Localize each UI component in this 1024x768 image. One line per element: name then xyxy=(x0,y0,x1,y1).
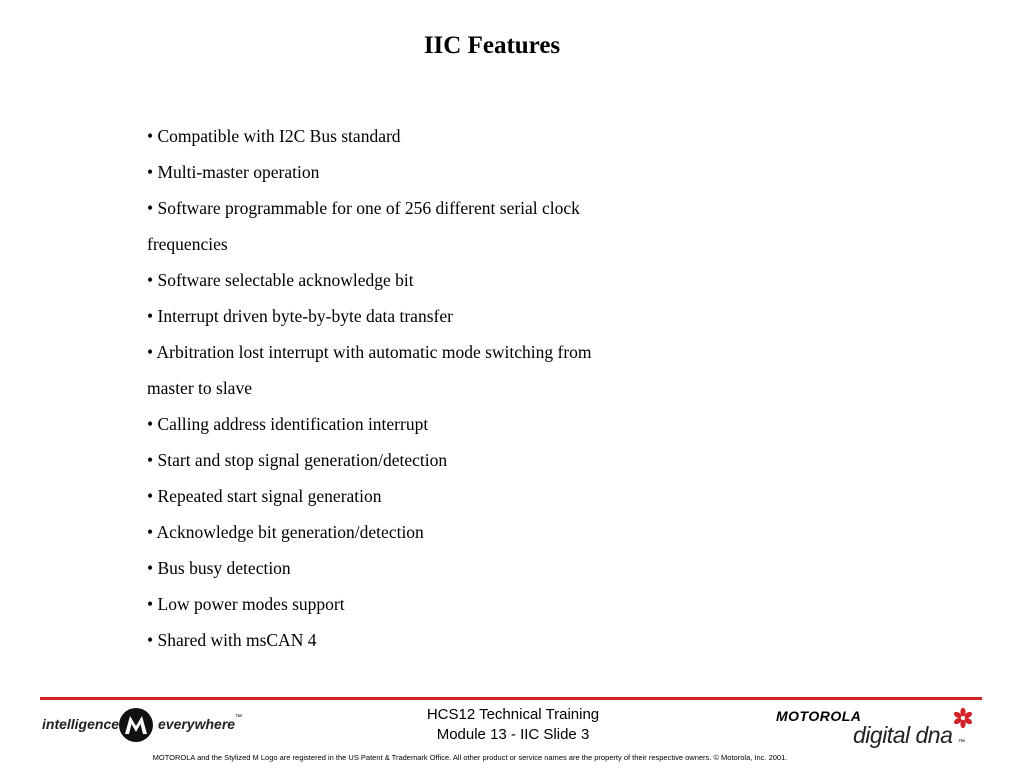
bullet-line: • Interrupt driven byte-by-byte data transfer xyxy=(147,306,453,326)
digital-dna-wordmark: digital dna xyxy=(853,722,953,748)
bullet-line: • Start and stop signal generation/detection xyxy=(147,450,448,470)
feature-list xyxy=(147,124,687,664)
bullet-line: • Bus busy detection xyxy=(147,558,291,578)
bullet-line: • Software programmable for one of 256 different serial clock xyxy=(147,198,580,218)
bullet-line: • Shared with msCAN 4 xyxy=(147,630,317,650)
bullet-line: • Multi-master operation xyxy=(147,162,320,182)
bullet-line: • Calling address identification interrupt xyxy=(147,414,429,434)
bullet-line: frequencies xyxy=(147,234,228,254)
bullet-line: • Software selectable acknowledge bit xyxy=(147,270,414,290)
bullet-line: master to slave xyxy=(147,378,252,398)
legal-notice: MOTOROLA and the Stylized M Logo are registered in the US Patent & Trademark Office. All other product or service names are the property of their respective owners. © Motorola, Inc. 2001. xyxy=(152,753,788,762)
bullet-line: • Compatible with I2C Bus standard xyxy=(147,126,401,146)
digital-dna-asterisk-icon xyxy=(952,707,974,729)
tagline-left-text: intelligence xyxy=(42,716,120,732)
course-title: HCS12 Technical Training xyxy=(426,706,600,723)
bullet-line: • Arbitration lost interrupt with automatic mode switching from xyxy=(147,342,592,362)
motorola-m-logo-icon xyxy=(118,707,154,743)
motorola-wordmark: MOTOROLA xyxy=(776,708,862,724)
module-slide-label: Module 13 - IIC Slide 3 xyxy=(436,726,590,743)
bullet-line: • Low power modes support xyxy=(147,594,345,614)
footer-course-info xyxy=(408,705,618,745)
bullet-line: • Acknowledge bit generation/detection xyxy=(147,522,424,542)
tagline-trademark: ™ xyxy=(235,714,242,721)
tagline xyxy=(42,707,242,747)
digital-dna-trademark: ™ xyxy=(958,739,965,746)
slide-title: IIC Features xyxy=(423,32,561,59)
footer-divider xyxy=(40,697,982,700)
bullet-line: • Repeated start signal generation xyxy=(147,486,382,506)
tagline-right-text: everywhere xyxy=(158,716,236,732)
